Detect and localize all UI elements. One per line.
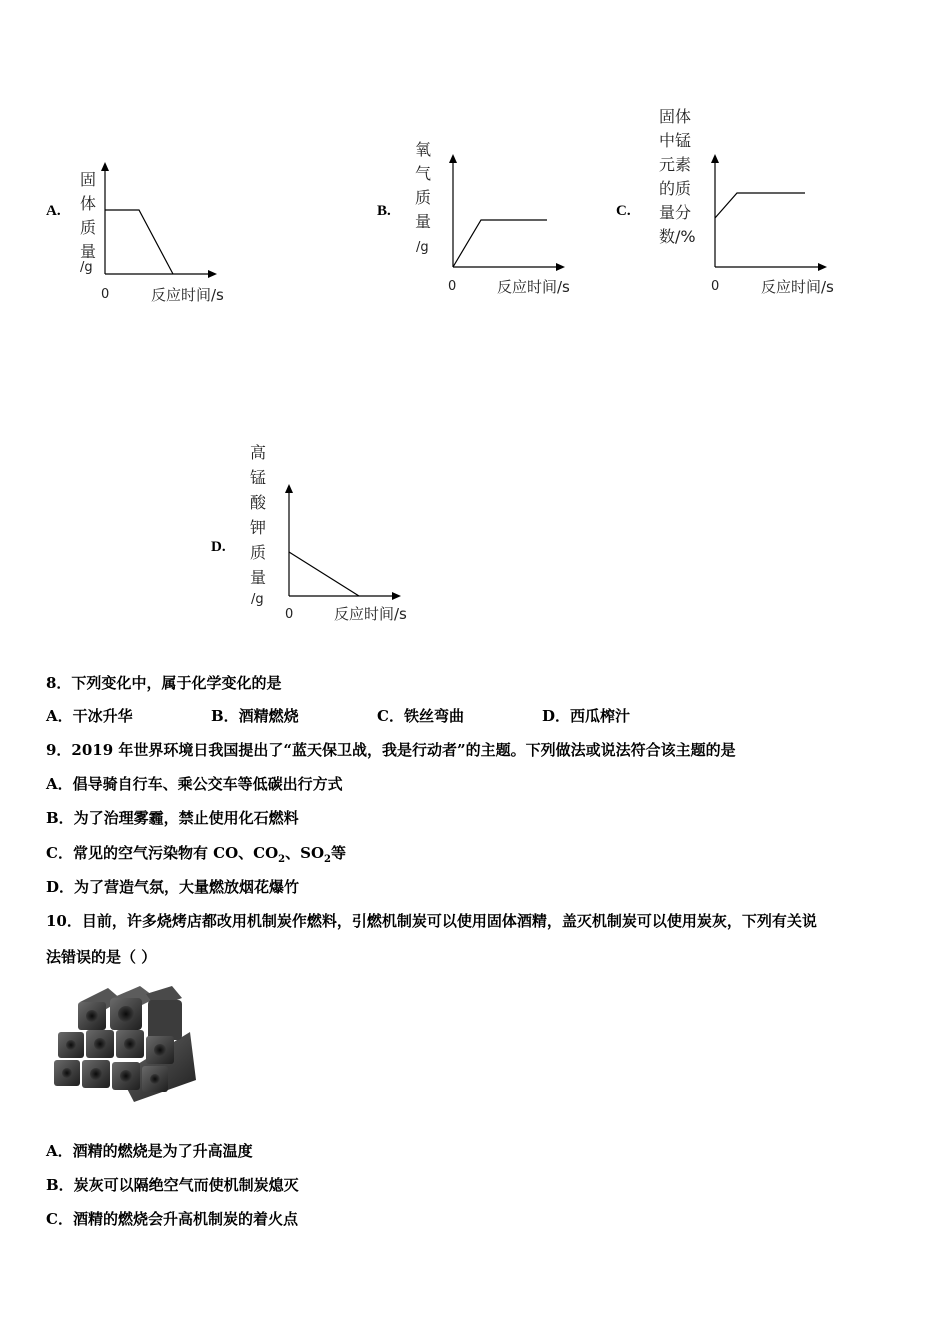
graph-a-y-arrow (101, 162, 109, 171)
graph-d-xlabel: 反应时间/s (334, 605, 407, 623)
q8-option-d[interactable]: D．西瓜榨汁 (542, 707, 631, 725)
graph-d-curve (289, 552, 359, 596)
graph-b-plot (443, 150, 573, 270)
graph-c-xlabel: 反应时间/s (761, 278, 834, 296)
q8-option-a[interactable]: A．干冰升华 (46, 707, 133, 725)
graph-b-letter: B. (377, 203, 391, 219)
graph-a-plot (95, 160, 225, 280)
q8-option-c[interactable]: C．铁丝弯曲 (377, 707, 464, 725)
graph-d-plot (279, 480, 409, 600)
graph-b-unit: /g (416, 240, 429, 255)
graph-c-letter: C. (616, 203, 631, 219)
graph-d-y-arrow (285, 484, 293, 493)
q9-option-d[interactable]: D．为了营造气氛，大量燃放烟花爆竹 (46, 878, 300, 896)
graph-a-xlabel: 反应时间/s (151, 286, 224, 304)
q9-option-a[interactable]: A．倡导骑自行车、乘公交车等低碳出行方式 (46, 775, 343, 793)
graph-b-x-arrow (556, 263, 565, 271)
q10-stem-line2: 法错误的是（ ） (46, 948, 157, 966)
graph-c-y-arrow (711, 154, 719, 163)
graph-a-x-arrow (208, 270, 217, 278)
q10-option-b[interactable]: B．炭灰可以隔绝空气而使机制炭熄灭 (46, 1176, 299, 1194)
graph-c-plot (705, 150, 835, 270)
graph-d-unit: /g (251, 592, 264, 607)
graph-c-x-arrow (818, 263, 827, 271)
graph-d-origin: 0 (285, 607, 294, 622)
graph-d-x-arrow (392, 592, 401, 600)
q9-option-c[interactable]: C．常见的空气污染物有 CO、$CO_2$、$SO_2$等 (46, 844, 347, 865)
graph-b-xlabel: 反应时间/s (497, 278, 570, 296)
charcoal-briquettes-image (50, 980, 198, 1105)
graph-a-letter: A. (46, 203, 61, 219)
q10-stem-line1: 10．目前，许多烧烤店都改用机制炭作燃料，引燃机制炭可以使用固体酒精，盖灭机制炭可以使用炭灰，下列有关说 (46, 912, 817, 930)
q9-option-b[interactable]: B．为了治理雾霾，禁止使用化石燃料 (46, 809, 299, 827)
graph-c-origin: 0 (711, 279, 720, 294)
graph-b-y-arrow (449, 154, 457, 163)
q8-stem: 8．下列变化中，属于化学变化的是 (46, 674, 282, 692)
q10-option-a[interactable]: A．酒精的燃烧是为了升高温度 (46, 1142, 253, 1160)
graph-b-origin: 0 (448, 279, 457, 294)
q10-option-c[interactable]: C．酒精的燃烧会升高机制炭的着火点 (46, 1210, 298, 1228)
graph-b-curve (453, 220, 547, 267)
q9-stem: 9．2019 年世界环境日我国提出了“蓝天保卫战，我是行动者”的主题。下列做法或说法符合该主题的是 (46, 741, 736, 759)
graph-c-curve (715, 193, 805, 218)
graph-a-origin: 0 (101, 287, 110, 302)
graph-c-ylabel: 固体 中锰 元素 的质 量分 数/% (659, 107, 696, 246)
graph-b-ylabel: 氧 气 质 量 (415, 140, 432, 231)
graph-a-unit: /g (80, 260, 93, 275)
graph-a-curve (105, 210, 173, 274)
graph-d-letter: D. (211, 539, 226, 555)
graph-a-ylabel: 固 体 质 量 (80, 170, 97, 261)
graph-d-ylabel: 高 锰 酸 钾 质 量 (250, 443, 267, 587)
q8-option-b[interactable]: B．酒精燃烧 (211, 707, 299, 725)
